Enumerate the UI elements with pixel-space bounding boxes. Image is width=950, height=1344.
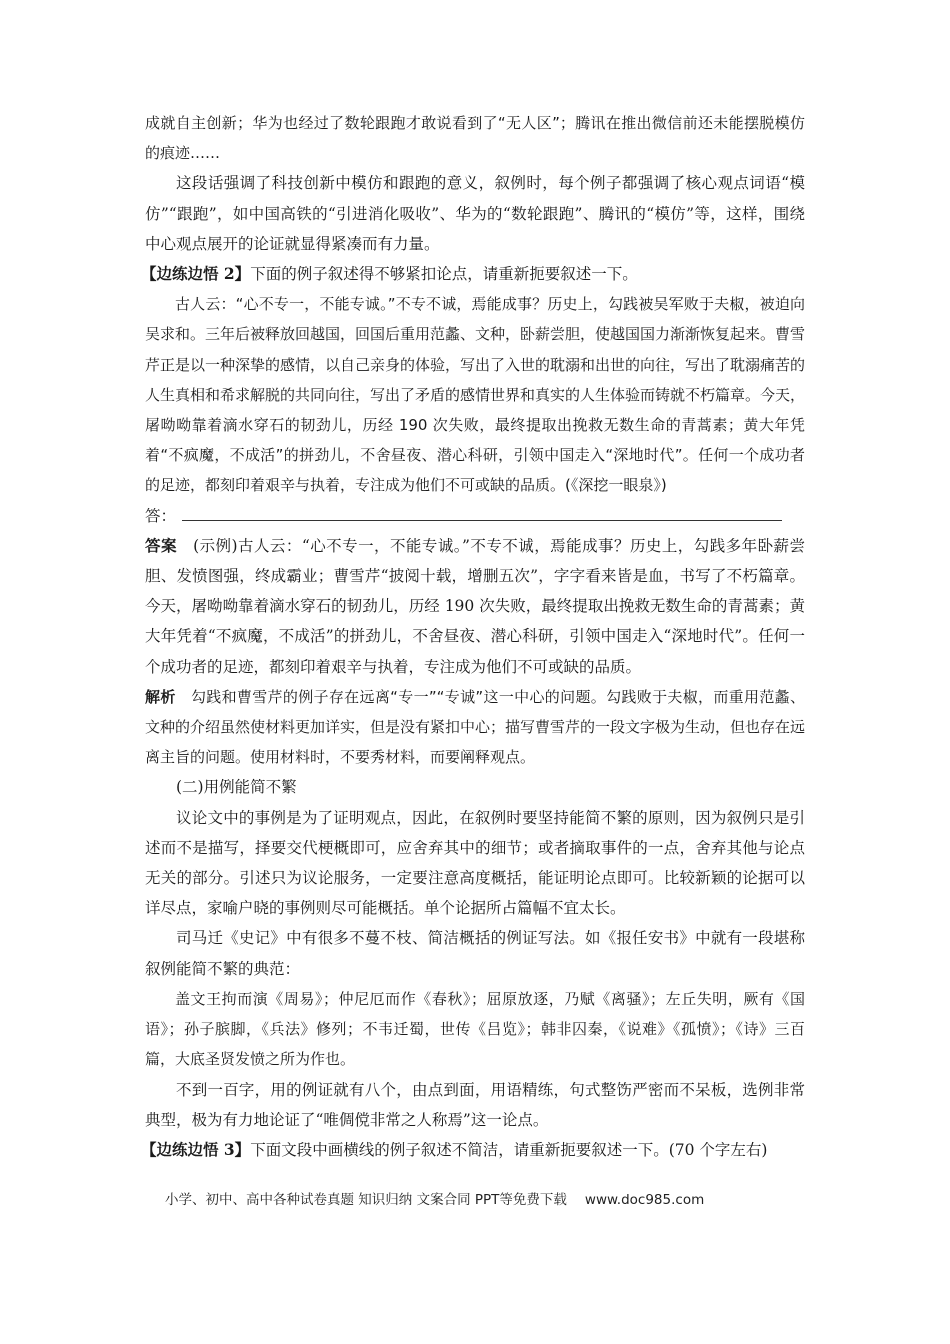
paragraph-intro-continued: 成就自主创新；华为也经过了数轮跟跑才敢说看到了“无人区”；腾讯在推出微信前还未能摆脱模仿的痕迹…… xyxy=(145,114,805,163)
analysis-label: 解析 xyxy=(145,687,176,706)
answer-blank-line[interactable] xyxy=(182,502,782,521)
answer-prompt: 答： xyxy=(145,506,177,525)
paragraph-emphasis-explanation: 这段话强调了科技创新中模仿和跟跑的意义，叙例时，每个例子都强调了核心观点词语“模仿”“跟跑”，如中国高铁的“引进消化吸收”、华为的“数轮跟跑”、腾讯的“模仿”等，这样，围绕中心观点展开的论证就显得紧凑而有力量。 xyxy=(145,174,805,253)
exercise-3-heading xyxy=(141,1135,805,1165)
footer-text: 小学、初中、高中各种试卷真题 知识归纳 文案合同 PPT等免费下载 xyxy=(165,1192,567,1208)
page-footer xyxy=(165,1188,704,1208)
exercise-2-label: 【边练边悟 2】 xyxy=(141,264,251,284)
analysis-text: 勾践和曹雪芹的例子存在远离“专一”“专诚”这一中心的问题。勾践败于夫椒，而重用范蠡、文种的介绍虽然使材料更加详实，但是没有紧扣中心；描写曹雪芹的一段文字极为生动，但也存在远离主旨的问题。使用材料时，不要秀材料，而要阐释观点。 xyxy=(145,687,806,767)
answer-label: 答案 xyxy=(145,536,177,555)
paragraph-concise-principle: 议论文中的事例是为了证明观点，因此，在叙例时要坚持能简不繁的原则，因为叙例只是引述而不是描写，择要交代梗概即可，应舍弃其中的细节；或者摘取事件的一点，舍弃其他与论点无关的部分。引述只为议论服务，一定要注意高度概括，能证明论点即可。比较新颖的论据可以详尽点，家喻户晓的事例则尽可能概括。单个论据所占篇幅不宜太长。 xyxy=(145,808,805,918)
analysis-paragraph xyxy=(145,682,805,773)
exercise-2-heading xyxy=(141,259,805,289)
answer-prompt-line xyxy=(145,501,805,531)
footer-url[interactable]: www.doc985.com xyxy=(584,1192,705,1208)
exercise-3-label: 【边练边悟 3】 xyxy=(141,1139,251,1159)
paragraph-quote-analysis: 不到一百字，用的例证就有八个，由点到面，用语精练，句式整饬严密而不呆板，选例非常典型，极为有力地论证了“唯倜傥非常之人称焉”这一论点。 xyxy=(145,1080,805,1129)
exercise-2-passage: 古人云：“心不专一，不能专诚。”不专不诚，焉能成事？历史上，勾践被吴军败于夫椒，被迫向吴求和。三年后被释放回越国，回国后重用范蠡、文种，卧薪尝胆，使越国国力渐渐恢复起来。曹雪芹正是以一种深挚的感情，以自己亲身的体验，写出了入世的耽溺和出世的向往，写出了耽溺痛苦的人生真相和希求解脱的共同向往，写出了矛盾的感情世界和真实的人生体验而铸就不朽篇章。今天，屠呦呦靠着滴水穿石的韧劲儿，历经 190 次失败，最终提取出挽救无数生命的青蒿素；黄大年凭着“不疯魔，不成活”的拼劲儿，不舍昼夜、潜心科研，引领中国走入“深地时代”。任何一个成功者的足迹，都刻印着艰辛与执着，专注成为他们不可或缺的品质。(《深挖一眼泉》) xyxy=(145,295,806,495)
section-title: (二)用例能简不繁 xyxy=(176,778,297,797)
exercise-3-instruction: 下面文段中画横线的例子叙述不简洁，请重新扼要叙述一下。(70 个字左右) xyxy=(250,1140,768,1159)
answer-text: (示例)古人云：“心不专一，不能专诚。”不专不诚，焉能成事？历史上，勾践多年卧薪尝胆、发愤图强，终成霸业；曹雪芹“披阅十载，增删五次”，字字看来皆是血，书写了不朽篇章。今天，屠呦呦靠着滴水穿石的韧劲儿，历经 190 次失败，最终提取出挽救无数生命的青蒿素；黄大年凭着“不疯魔，不成活”的拼劲儿，不舍昼夜、潜心科研，引领中国走入“深地时代”。任何一个成功者的足迹，都刻印着艰辛与执着，专注成为他们不可或缺的品质。 xyxy=(145,536,805,676)
quote-baoren-anshu: 盖文王拘而演《周易》；仲尼厄而作《春秋》；屈原放逐，乃赋《离骚》；左丘失明，厥有《国语》；孙子膑脚，《兵法》修列；不韦迁蜀，世传《吕览》；韩非囚秦，《说难》《孤愤》；《诗》三百篇，大底圣贤发愤之所为作也。 xyxy=(145,989,805,1069)
paragraph-shiji-example: 司马迁《史记》中有很多不蔓不枝、简洁概括的例证写法。如《报任安书》中就有一段堪称叙例能简不繁的典范： xyxy=(145,929,805,978)
exercise-2-instruction: 下面的例子叙述得不够紧扣论点，请重新扼要叙述一下。 xyxy=(250,265,638,284)
answer-paragraph xyxy=(145,531,805,682)
document-body xyxy=(141,108,806,1165)
